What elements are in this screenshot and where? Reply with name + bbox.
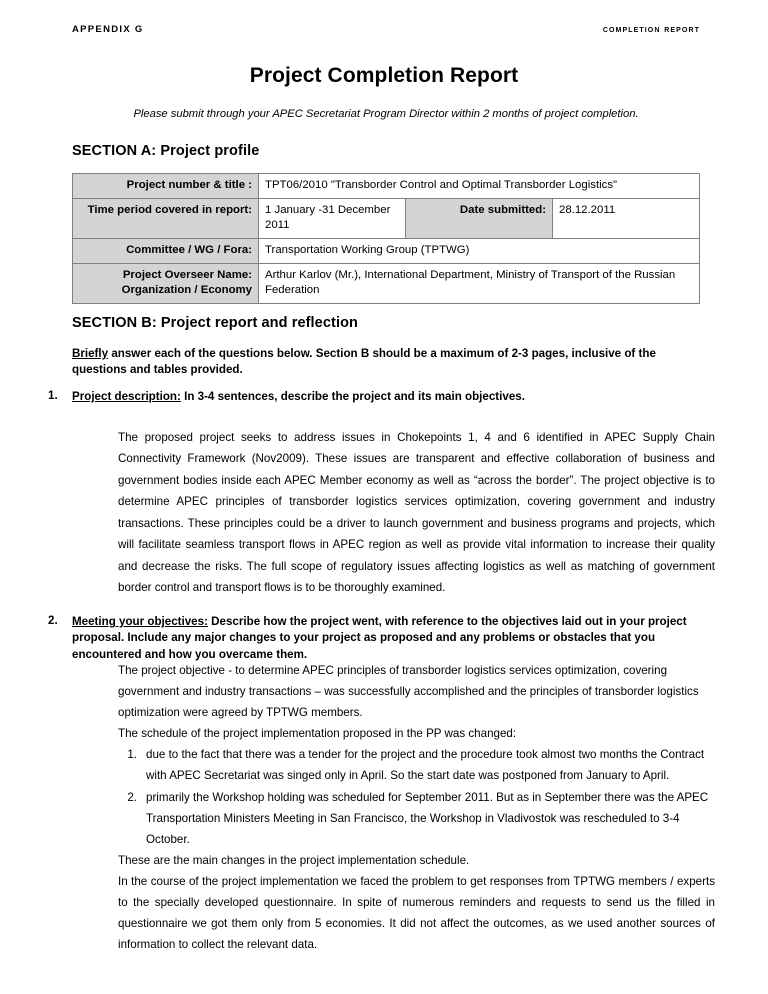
running-header (72, 24, 700, 35)
row-label-committee: Committee / WG / Fora: (73, 239, 259, 264)
header-left-label: APPENDIX G (72, 24, 144, 35)
question-2-label: Meeting your objectives: (72, 615, 208, 628)
table-row (73, 239, 700, 264)
answer-2-paragraph-4: In the course of the project implementation we faced the problem to get responses from TPTWG members / experts to the specially developed questionnaire. In spite of numerous reminders and requests to send us the filled in questionnaire we got them only from 5 economies. It did not affect the outcomes, as we used another sources of information to collect the relevant data. (118, 874, 715, 952)
row-value-time-period: 1 January -31 December 2011 (259, 199, 406, 239)
sub-list-text-1: due to the fact that there was a tender for the project and the procedure took almost two months the Contract with APEC Secretariat was singed only in April. So the start date was postponed from January to April. (146, 748, 705, 783)
answer-2-body (118, 660, 715, 955)
question-2-block (48, 614, 712, 663)
question-1-prompt: In 3-4 sentences, describe the project and its main objectives. (180, 390, 525, 403)
section-a-heading: SECTION A: Project profile (72, 143, 260, 159)
header-right-label: completion report (602, 24, 700, 35)
question-1-label: Project description: (72, 390, 181, 403)
question-1-row (48, 389, 712, 405)
list-item (118, 787, 715, 850)
section-b-heading: SECTION B: Project report and reflection (72, 315, 358, 331)
row-value-date-submitted: 28.12.2011 (553, 199, 700, 239)
section-b-intro-rest: answer each of the questions below. Section B should be a maximum of 2-3 pages, inclusive of the questions and tables provided. (72, 347, 656, 377)
project-profile-table (72, 173, 700, 304)
answer-1-paragraph: The proposed project seeks to address issues in Chokepoints 1, 4 and 6 identified in APEC Supply Chain Connectivity Framework (Nov2009). These issues are transparent and effective collaboration of business and government bodies inside each APEC Member economy as well as “across the border”. The project objective is to determine APEC principles of transborder logistics services optimization, covering government and industry transactions. These principles could be a driver to launch government and business programs and projects, which will facilitate seamless transport flows in APEC region as well as provide vital information to increase their quality and decrease the risks. The full scope of regulatory issues affecting logistics as well as matching of government border control and transport flows is to be thoroughly examined. (118, 431, 715, 595)
row-label-project-number: Project number & title : (73, 174, 259, 199)
question-1-number: 1. (48, 389, 58, 402)
answer-2-paragraph-1: The project objective - to determine APEC principles of transborder logistics services optimization, covering government and industry transactions – was successfully accomplished and the principles of transborder logistics optimization were agreed by TPTWG members. (118, 664, 699, 720)
list-item (118, 744, 715, 786)
row-value-project-overseer: Arthur Karlov (Mr.), International Department, Ministry of Transport of the Russian Federation (259, 264, 700, 304)
page-subtitle: Please submit through your APEC Secretariat Program Director within 2 months of project completion. (133, 108, 639, 120)
row-value-project-number: TPT06/2010 "Transborder Control and Optimal Transborder Logistics" (259, 174, 700, 199)
page-title: Project Completion Report (249, 64, 519, 87)
question-2-prompt: Describe how the project went, with reference to the objectives laid out in your project proposal. Include any major changes to your project as proposed and any problems or obstacles that you encountered and how you overcame them. (72, 615, 687, 661)
question-2-number: 2. (48, 614, 58, 627)
row-value-committee: Transportation Working Group (TPTWG) (259, 239, 700, 264)
row-label-date-submitted: Date submitted: (406, 199, 553, 239)
table-row (73, 264, 700, 304)
table-row (73, 174, 700, 199)
answer-2-sub-list (118, 744, 715, 849)
sub-list-marker-1: 1. (127, 748, 137, 762)
answer-2-paragraph-2: The schedule of the project implementation proposed in the PP was changed: (118, 727, 517, 741)
question-2-row (48, 614, 712, 663)
question-1-text (72, 389, 712, 405)
row-label-time-period: Time period covered in report: (73, 199, 259, 239)
table-row (73, 199, 700, 239)
section-b-intro-underlined: Briefly (72, 347, 109, 360)
question-1-block (48, 389, 712, 405)
section-b-intro (72, 346, 700, 379)
answer-2-paragraph-3: These are the main changes in the project implementation schedule. (118, 853, 470, 867)
sub-list-text-2: primarily the Workshop holding was scheduled for September 2011. But as in September there was the APEC Transportation Ministers Meeting in San Francisco, the Workshop in Vladivostok was rescheduled to 3-4 October. (146, 790, 709, 846)
row-label-project-overseer: Project Overseer Name: Organization / Economy (73, 264, 259, 304)
answer-1-body (118, 427, 715, 599)
sub-list-marker-2: 2. (127, 790, 137, 804)
question-2-text (72, 614, 712, 663)
